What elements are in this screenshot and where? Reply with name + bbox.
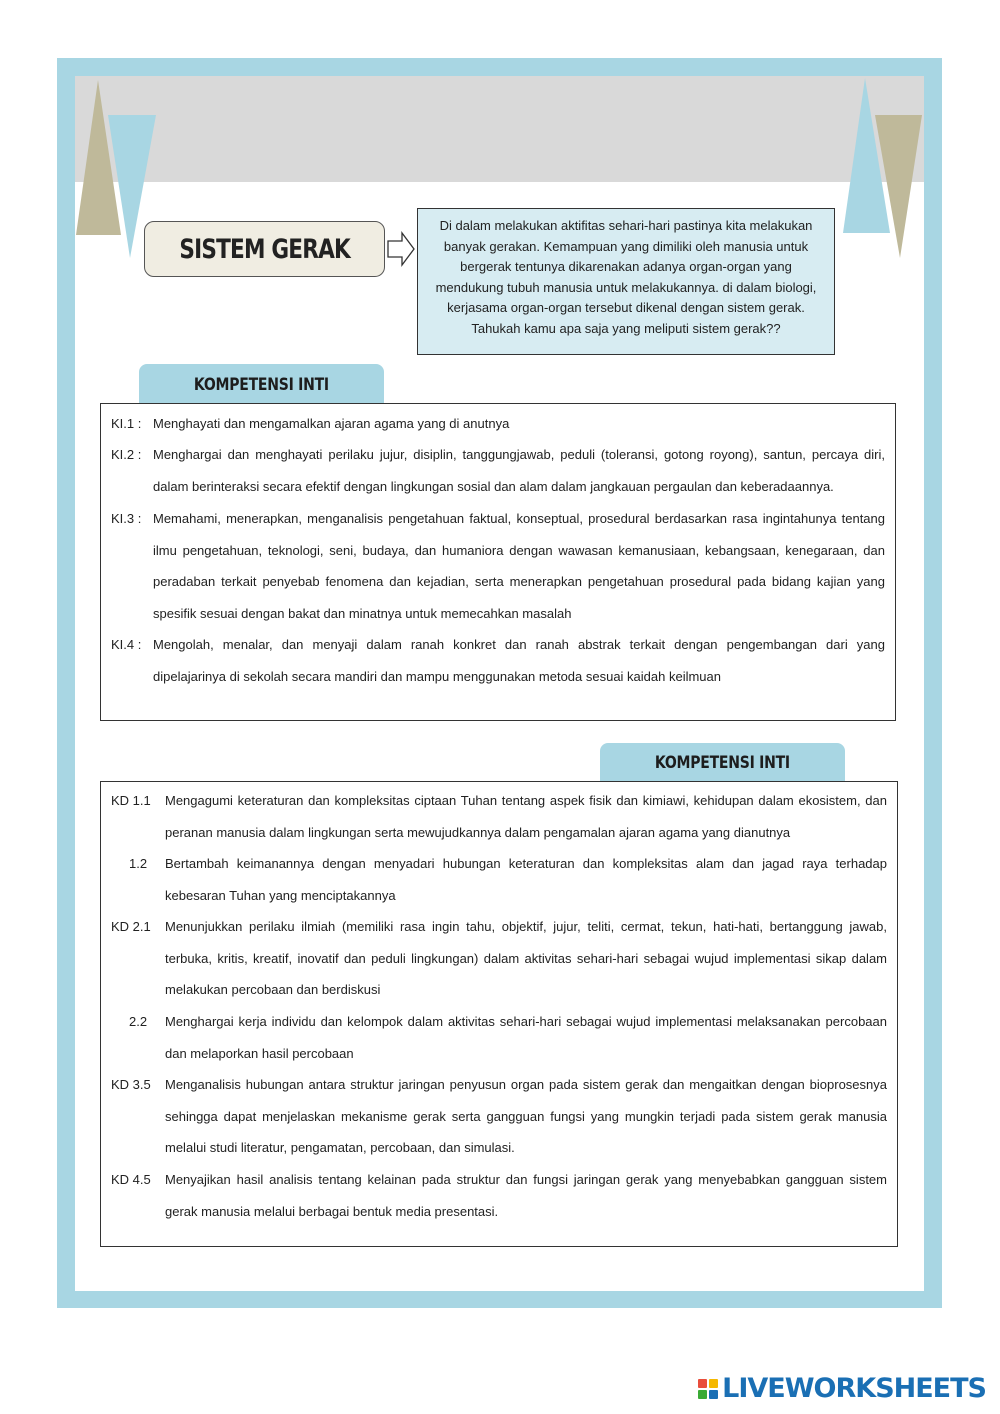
arrow-icon bbox=[388, 233, 414, 265]
kd-item-text: Menyajikan hasil analisis tentang kelainan pada struktur dan fungsi jaringan gerak yang menyebabkan gangguan sistem gerak manusia melalui berbagai bentuk media presentasi. bbox=[165, 1172, 887, 1219]
kd-tab-label: KOMPETENSI INTI bbox=[655, 753, 790, 772]
liveworksheets-logo[interactable] bbox=[698, 1373, 986, 1404]
intro-text: Di dalam melakukan aktifitas sehari-hari pastinya kita melakukan banyak gerakan. Kemampuan yang dimiliki oleh manusia untuk bergerak tentunya dikarenakan adanya organ-organ yang mendukung tubuh manusia untuk melakukannya. di dalam biologi, kerjasama organ-organ tersebut dikenal dengan sistem gerak. Tahukah kamu apa saja yang meliputi sistem gerak?? bbox=[435, 218, 817, 336]
kd-item-label: KD 2.1 bbox=[111, 919, 151, 934]
ki-tab-label: KOMPETENSI INTI bbox=[194, 374, 329, 394]
ki-item-label: KI.3 : bbox=[111, 511, 142, 526]
brand-name: LIVEWORKSHEETS bbox=[722, 1373, 986, 1404]
kd-tab bbox=[600, 743, 845, 782]
page-title: SISTEM GERAK bbox=[179, 233, 350, 265]
kd-item-text: Bertambah keimanannya dengan menyadari hubungan keteraturan dan kompleksitas alam dan jagad raya terhadap kebesaran Tuhan yang menciptakannya bbox=[165, 856, 887, 903]
kd-item-label: KD 1.1 bbox=[111, 793, 151, 808]
left-khaki-triangle bbox=[76, 80, 121, 235]
kd-item-text: Menganalisis hubungan antara struktur jaringan penyusun organ pada sistem gerak dan mengaitkan dengan bioprosesnya sehingga dapat menjelaskan mekanisme gerak serta gangguan fungsi yang mungkin terjadi pada sistem gerak manusia melalui studi literatur, pengamatan, percobaan, dan simulasi. bbox=[165, 1077, 887, 1155]
ki-item-text: Memahami, menerapkan, menganalisis pengetahuan faktual, konseptual, prosedural berdasarkan rasa ingintahunya tentang ilmu pengetahuan, teknologi, seni, budaya, dan humaniora dengan wawasan kemanusiaan, kebangsaan, kenegaraan, dan peradaban terkait penyebab fenomena dan kejadian, serta menerapkan pengetahuan prosedural pada bidang kajian yang spesifik sesuai dengan bakat dan minatnya untuk memecahkan masalah bbox=[153, 511, 885, 621]
ki-item-text: Menghayati dan mengamalkan ajaran agama yang di anutnya bbox=[153, 416, 510, 431]
ki-item-label: KI.2 : bbox=[111, 447, 142, 462]
logo-icon bbox=[698, 1379, 718, 1399]
ki-item-text: Menghargai dan menghayati perilaku jujur, disiplin, tanggungjawab, peduli (toleransi, gotong royong), santun, percaya diri, dalam berinteraksi secara efektif dengan lingkungan sosial dan alam dalam jangkauan pergaulan dan keberadaannya. bbox=[153, 447, 885, 494]
title-box bbox=[144, 221, 385, 277]
ki-tab bbox=[139, 364, 384, 404]
kd-item-text: Mengagumi keteraturan dan kompleksitas ciptaan Tuhan tentang aspek fisik dan kimiawi, kehidupan dalam ekosistem, dan peranan manusia dalam lingkungan serta mewujudkannya dalam pengamalan ajaran agama yang dianutnya bbox=[165, 793, 887, 840]
ki-item-label: KI.4 : bbox=[111, 637, 142, 652]
kd-item-label: 2.2 bbox=[129, 1014, 148, 1029]
intro-box bbox=[417, 208, 835, 355]
kd-panel bbox=[100, 781, 898, 1247]
kd-item-text: Menghargai kerja individu dan kelompok dalam aktivitas sehari-hari sebagai wujud implementasi melaksanakan percobaan dan melaporkan hasil percobaan bbox=[165, 1014, 887, 1061]
kd-item-label: 1.2 bbox=[129, 856, 148, 871]
kd-item-label: KD 4.5 bbox=[111, 1172, 151, 1187]
ki-item-text: Mengolah, menalar, dan menyaji dalam ranah konkret dan ranah abstrak terkait dengan pengembangan dari yang dipelajarinya di sekolah secara mandiri dan mampu menggunakan metoda sesuai kaidah keilmuan bbox=[153, 637, 885, 684]
kd-item-label: KD 3.5 bbox=[111, 1077, 151, 1092]
ki-panel bbox=[100, 403, 896, 721]
kd-item-text: Menunjukkan perilaku ilmiah (memiliki rasa ingin tahu, objektif, jujur, teliti, cermat, tekun, hati-hati, bertanggung jawab, terbuka, kritis, kreatif, inovatif dan peduli lingkungan) dalam aktivitas sehari-hari sebagai wujud implementasi sikap dalam melakukan percobaan dan berdiskusi bbox=[165, 919, 887, 997]
ki-item-label: KI.1 : bbox=[111, 416, 142, 431]
